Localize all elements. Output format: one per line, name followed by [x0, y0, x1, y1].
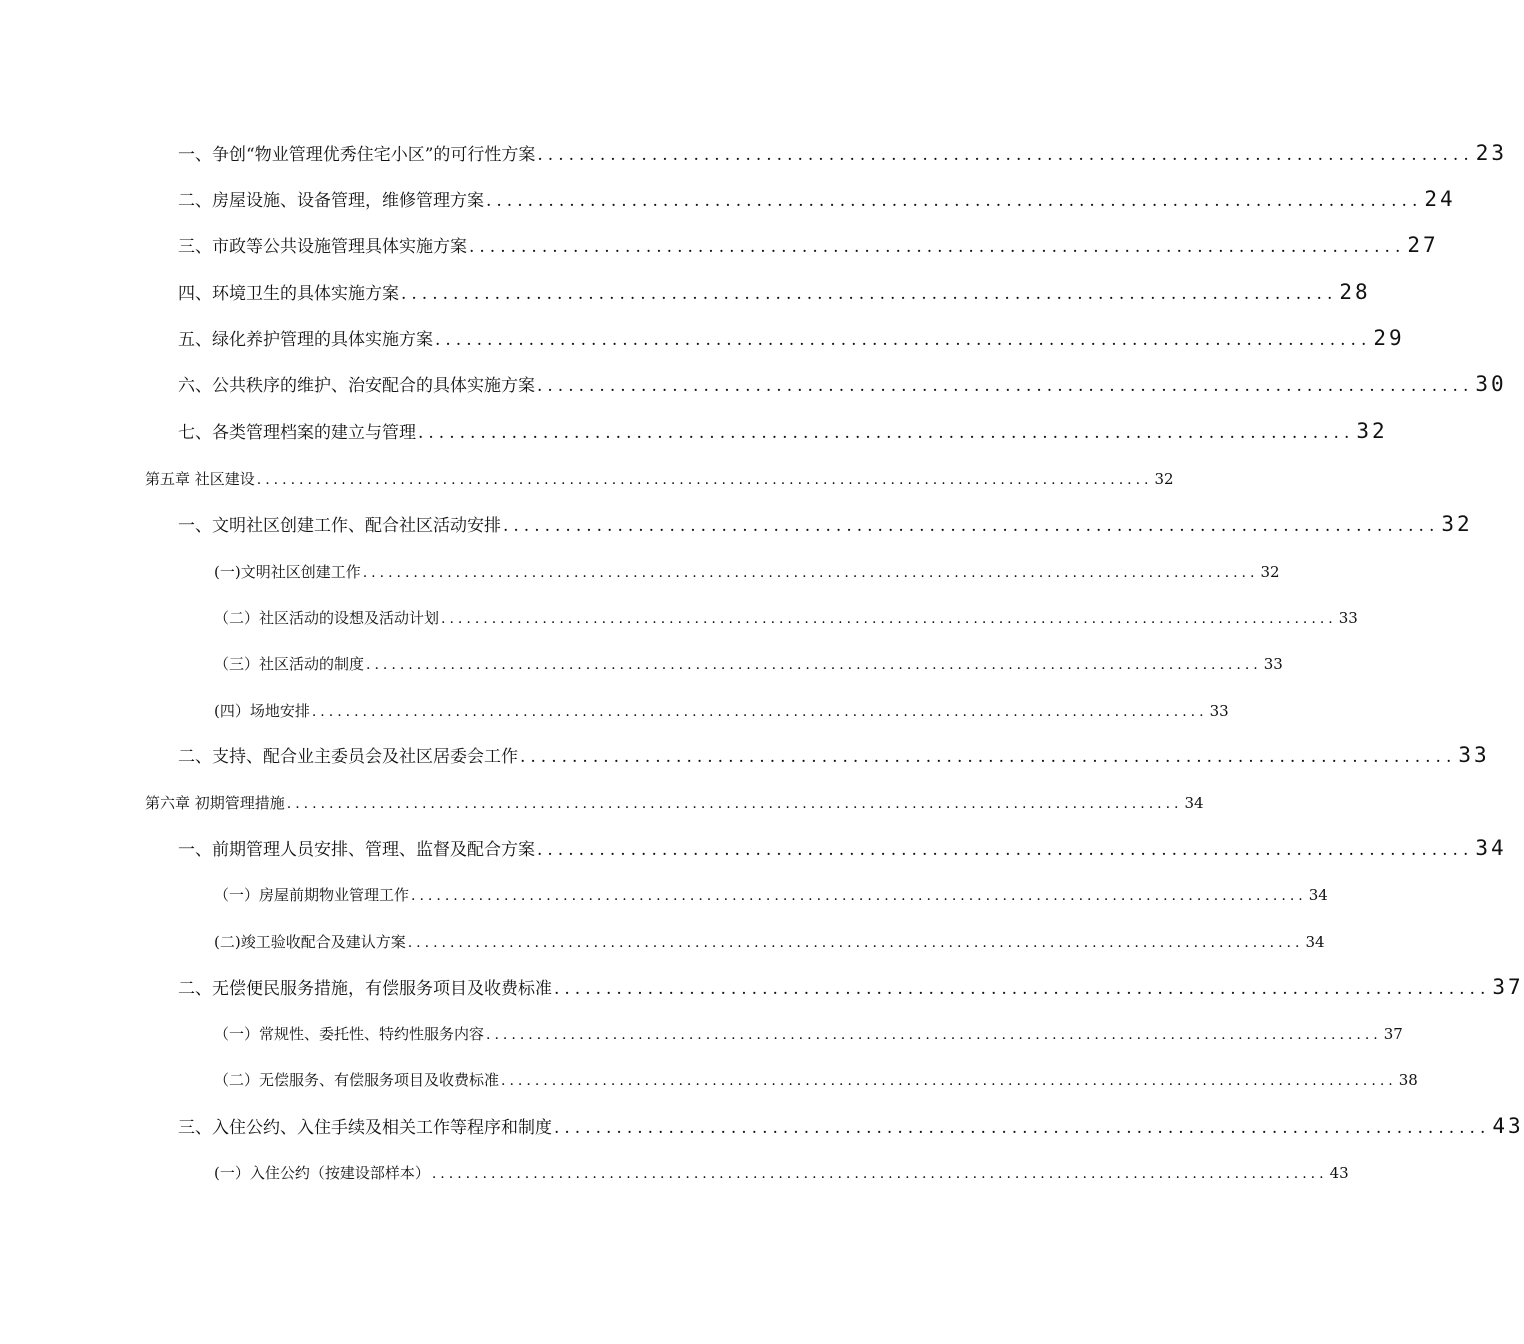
toc-entry[interactable]: [214, 700, 1229, 721]
toc-leader-dots: ..........................................................................................: [520, 747, 1457, 767]
toc-leader-dots: ..........................................................................................................: [286, 796, 1183, 812]
toc-entry-title: 二、房屋设施、设备管理，维修管理方案: [178, 191, 484, 211]
toc-entry[interactable]: [178, 186, 1456, 211]
toc-entry[interactable]: [214, 653, 1283, 674]
toc-entry[interactable]: [145, 468, 1174, 489]
toc-leader-dots: ..........................................................................................: [554, 1118, 1491, 1138]
toc-entry-page: 29: [1373, 326, 1405, 350]
toc-entry-page: 37: [1492, 975, 1524, 999]
toc-entry-title: （一）房屋前期物业管理工作: [214, 886, 410, 904]
toc-entry-page: 34: [1184, 794, 1204, 812]
toc-leader-dots: ..........................................................................................: [503, 516, 1440, 536]
toc-entry[interactable]: [178, 1113, 1524, 1138]
toc-leader-dots: ..........................................................................................: [486, 191, 1423, 211]
toc-entry[interactable]: [214, 607, 1358, 628]
toc-entry[interactable]: [214, 1023, 1403, 1044]
toc-leader-dots: ..........................................................................................: [537, 376, 1474, 396]
toc-entry-title: 三、市政等公共设施管理具体实施方案: [178, 237, 467, 257]
toc-entry-page: 34: [1308, 886, 1328, 904]
toc-entry-page: 27: [1407, 233, 1439, 257]
toc-entry-title: 一、文明社区创建工作、配合社区活动安排: [178, 516, 501, 536]
toc-entry[interactable]: [178, 140, 1508, 165]
toc-entry-page: 37: [1383, 1025, 1403, 1043]
toc-entry[interactable]: [214, 884, 1328, 905]
toc-entry-title: 七、各类管理档案的建立与管理: [178, 423, 416, 443]
toc-entry-page: 38: [1398, 1071, 1418, 1089]
toc-entry-title: (二)竣工验收配合及建认方案: [214, 933, 406, 951]
toc-entry-page: 32: [1441, 512, 1473, 536]
toc-entry[interactable]: [178, 511, 1473, 536]
toc-entry-title: （一）常规性、委托性、特约性服务内容: [214, 1025, 485, 1043]
toc-entry-title: (一）入住公约（按建设部样本）: [214, 1164, 430, 1182]
toc-entry-title: 三、入住公约、入住手续及相关工作等程序和制度: [178, 1118, 552, 1138]
toc-entry-page: 28: [1339, 280, 1371, 304]
toc-entry-title: 六、公共秩序的维护、治安配合的具体实施方案: [178, 376, 535, 396]
toc-entry[interactable]: [178, 418, 1388, 443]
toc-entry-title: (一)文明社区创建工作: [214, 563, 361, 581]
toc-entry-page: 33: [1209, 702, 1229, 720]
toc-leader-dots: ..........................................................................................: [554, 979, 1491, 999]
toc-entry[interactable]: [178, 371, 1507, 396]
toc-entry[interactable]: [214, 561, 1280, 582]
toc-leader-dots: ..........................................................................................................: [431, 1166, 1328, 1182]
toc-entry-page: 24: [1424, 187, 1456, 211]
toc-entry-title: 二、无偿便民服务措施，有偿服务项目及收费标准: [178, 979, 552, 999]
toc-entry-title: 第六章 初期管理措施: [145, 794, 285, 812]
toc-entry-page: 33: [1458, 743, 1490, 767]
toc-leader-dots: ..........................................................................................: [469, 237, 1406, 257]
toc-entry-page: 30: [1475, 372, 1507, 396]
toc-entry[interactable]: [178, 232, 1439, 257]
toc-leader-dots: ..........................................................................................: [435, 330, 1372, 350]
toc-entry-title: (四）场地安排: [214, 702, 310, 720]
toc-leader-dots: ..........................................................................................................: [441, 611, 1337, 627]
toc-entry[interactable]: [178, 974, 1524, 999]
toc-leader-dots: ..........................................................................................................: [407, 935, 1304, 951]
toc-entry-page: 34: [1475, 836, 1507, 860]
toc-entry-page: 33: [1338, 609, 1358, 627]
toc-leader-dots: ..........................................................................................: [537, 840, 1474, 860]
toc-leader-dots: ..........................................................................................................: [362, 565, 1259, 581]
toc-entry-page: 32: [1154, 470, 1174, 488]
toc-entry[interactable]: [214, 931, 1325, 952]
toc-entry[interactable]: [178, 325, 1405, 350]
toc-leader-dots: ..........................................................................................: [401, 284, 1338, 304]
toc-entry-page: 33: [1263, 655, 1283, 673]
toc-entry-title: 第五章 社区建设: [145, 470, 255, 488]
toc-entry-page: 43: [1329, 1164, 1349, 1182]
toc-entry-page: 43: [1492, 1114, 1524, 1138]
toc-entry-title: 二、支持、配合业主委员会及社区居委会工作: [178, 747, 518, 767]
toc-entry-title: 五、绿化养护管理的具体实施方案: [178, 330, 433, 350]
toc-entry[interactable]: [178, 742, 1490, 767]
toc-entry-title: （二）无偿服务、有偿服务项目及收费标准: [214, 1071, 500, 1089]
toc-entry-page: 34: [1305, 933, 1325, 951]
toc-entry[interactable]: [178, 279, 1371, 304]
toc-entry-title: （三）社区活动的制度: [214, 655, 365, 673]
toc-entry-page: 32: [1356, 419, 1388, 443]
toc-leader-dots: ..........................................................................................................: [411, 888, 1307, 904]
toc-entry[interactable]: [145, 792, 1204, 813]
toc-entry[interactable]: [214, 1162, 1349, 1183]
toc-entry-page: 32: [1260, 563, 1280, 581]
toc-leader-dots: ..........................................................................................................: [486, 1027, 1382, 1043]
toc-entry[interactable]: [178, 835, 1507, 860]
toc-leader-dots: ..........................................................................................................: [256, 472, 1153, 488]
toc-leader-dots: ..........................................................................................................: [366, 657, 1262, 673]
toc-entry-page: 23: [1475, 141, 1508, 165]
toc-entry-title: 一、前期管理人员安排、管理、监督及配合方案: [178, 840, 535, 860]
toc-entry-title: 一、争创“物业管理优秀住宅小区”的可行性方案: [178, 145, 536, 165]
toc-leader-dots: ..........................................................................................: [537, 145, 1474, 165]
toc-leader-dots: ..........................................................................................: [418, 423, 1355, 443]
toc-leader-dots: ..........................................................................................................: [311, 704, 1208, 720]
toc-entry-title: 四、环境卫生的具体实施方案: [178, 284, 399, 304]
toc-entry-title: （二）社区活动的设想及活动计划: [214, 609, 440, 627]
toc-entry[interactable]: [214, 1069, 1418, 1090]
toc-leader-dots: ..........................................................................................................: [501, 1073, 1397, 1089]
